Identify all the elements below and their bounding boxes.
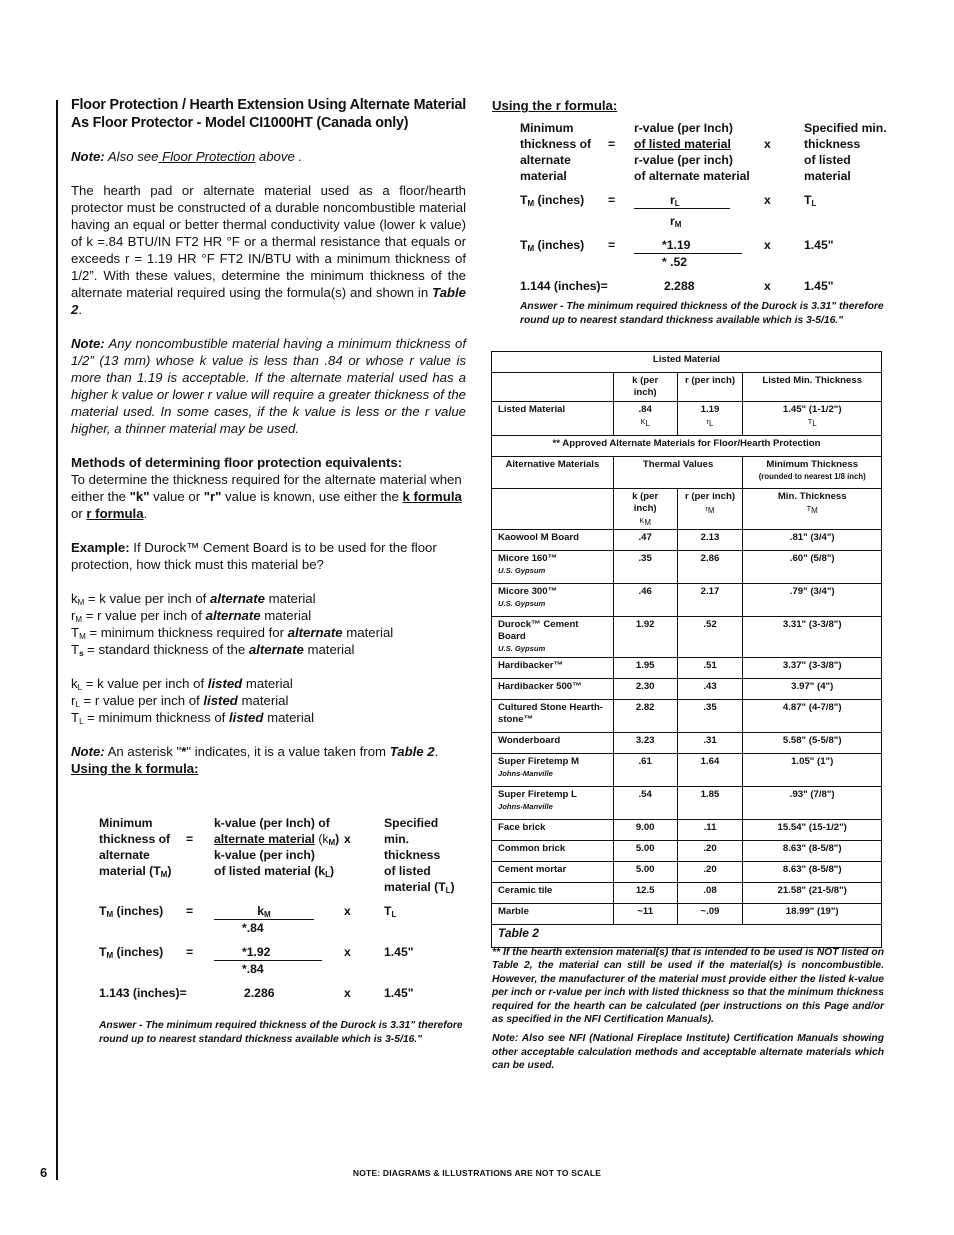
r-value: .52 bbox=[677, 617, 743, 658]
r-value: 2.17 bbox=[677, 584, 743, 617]
k-value: 5.00 bbox=[613, 841, 677, 862]
k-value: .47 bbox=[613, 530, 677, 551]
min-thickness: 5.58" (5-5/8") bbox=[743, 733, 882, 754]
min-thickness: 21.58" (21-5/8") bbox=[743, 883, 882, 904]
table-row bbox=[492, 787, 882, 820]
left-column bbox=[71, 96, 466, 1047]
k-row3-value: 2.286 bbox=[244, 986, 275, 1000]
r-value: 1.64 bbox=[677, 754, 743, 787]
material-name: Hardibacker™ bbox=[492, 658, 614, 679]
note-noncombustible: Note: Any noncombustible material having a minimum thickness of 1/2” (13 mm) whose k value is less than .84 or whose r value is more than 1.19 is acceptable. If the alternate material used has a higher k value or lower r value will require a greater thickness of the material used. In some cases, if the k value is less or the r value higher, a thinner material may be used. bbox=[71, 336, 466, 436]
material-name: Durock™ Cement Board U.S. Gypsum bbox=[492, 617, 614, 658]
r-value: 2.13 bbox=[677, 530, 743, 551]
k-value: 3.23 bbox=[613, 733, 677, 754]
min-thickness: 1.05" (1") bbox=[743, 754, 882, 787]
k-value: 12.5 bbox=[613, 883, 677, 904]
alternate-subheader-row: k (per inch) $K_M$ r (per inch) $r_M$ Min. Thickness $T_M$ bbox=[492, 489, 882, 530]
r-value: .11 bbox=[677, 820, 743, 841]
alternate-header-row: Alternative Materials Thermal Values Minimum Thickness (rounded to nearest 1/8 inch) bbox=[492, 457, 882, 489]
k-row3-lhs: 1.143 (inches)= bbox=[99, 986, 187, 1000]
k-row1-lhs: $T_M$ (inches) bbox=[99, 904, 164, 919]
table-row bbox=[492, 862, 882, 883]
listed-material-row: Listed Material .84 $K_L$ 1.19 $r_L$ 1.45" (1-1/2") $T_L$ bbox=[492, 402, 882, 436]
material-name: Face brick bbox=[492, 820, 614, 841]
r-value: .20 bbox=[677, 841, 743, 862]
table-row bbox=[492, 700, 882, 733]
r-row1-fraction: $\frac{r_L}{r_M}$ bbox=[634, 192, 764, 229]
r-row2-fraction: $\frac{*1.19}{* .52}$ bbox=[634, 237, 764, 270]
def-tl: $T_L$ = minimum thickness of listed material bbox=[71, 710, 315, 726]
r-formula-heading: Using the r formula: bbox=[492, 98, 618, 113]
table-row bbox=[492, 530, 882, 551]
variable-definitions bbox=[71, 590, 466, 726]
table-row bbox=[492, 617, 882, 658]
material-name: Wonderboard bbox=[492, 733, 614, 754]
table-row bbox=[492, 904, 882, 925]
floor-protection-link[interactable]: Floor Protection bbox=[158, 149, 256, 164]
min-thickness: .60" (5/8") bbox=[743, 551, 882, 584]
r-formula: Minimum thickness of alternate material = r-value (per Inch) of listed material r-value (per inch) of alternate material x Specified min. thickness of listed material $T_M$ (inches) = $\frac{r_L}{r_M}$ x $T_L$ $T_M$ (inches) = $\frac{*1.19}{* .52}$ x 1.45" 1.144 (inches)= 2.288 x 1.45" bbox=[520, 120, 884, 294]
r-value: .51 bbox=[677, 658, 743, 679]
def-tm: $T_M$ = minimum thickness required for alternate material bbox=[71, 625, 394, 641]
material-name: Micore 300™ U.S. Gypsum bbox=[492, 584, 614, 617]
min-thickness: .79" (3/4") bbox=[743, 584, 882, 617]
manufacturer: U.S. Gypsum bbox=[498, 566, 546, 575]
table-row bbox=[492, 883, 882, 904]
r-row3-lhs: 1.144 (inches)= bbox=[520, 279, 608, 293]
approved-alternates-title: ** Approved Alternate Materials for Floor/Hearth Protection bbox=[492, 436, 882, 457]
material-name: Common brick bbox=[492, 841, 614, 862]
k-row2-fraction: $\frac{*1.92}{*.84}$ bbox=[214, 944, 344, 977]
material-name: Kaowool M Board bbox=[492, 530, 614, 551]
footer-note: NOTE: DIAGRAMS & ILLUSTRATIONS ARE NOT TO SCALE bbox=[352, 1168, 602, 1178]
table-caption: Table 2 bbox=[492, 925, 882, 948]
k-formula-rhs-label: Specified min. thickness of listed material $(T_L)$ bbox=[384, 816, 455, 895]
k-formula-ratio-label: k-value (per Inch) of alternate material $(k_M)$ k-value (per inch) of listed material $(k_L)$ bbox=[214, 816, 340, 879]
r-row1-lhs: $T_M$ (inches) bbox=[520, 193, 585, 208]
page-margin-rule bbox=[56, 100, 58, 1180]
k-value: ~11 bbox=[613, 904, 677, 925]
def-kl: $k_L = k$ value per inch of listed material bbox=[71, 676, 293, 692]
k-formula-answer: Answer - The minimum required thickness of the Durock is 3.31" therefore round up to nearest standard thickness available which is 3-5/16." bbox=[99, 1020, 463, 1045]
k-formula-heading: Using the k formula: bbox=[71, 761, 199, 776]
k-value: 1.95 bbox=[613, 658, 677, 679]
table-row bbox=[492, 754, 882, 787]
table-row bbox=[492, 551, 882, 584]
k-value: .35 bbox=[613, 551, 677, 584]
table-notes bbox=[492, 946, 884, 1073]
example-paragraph: Example: If Durock™ Cement Board is to be used for the floor protection, how thick must this material be? bbox=[71, 540, 437, 572]
r-value: .43 bbox=[677, 679, 743, 700]
r-row2-lhs: $T_M$ (inches) bbox=[520, 238, 585, 253]
note-unlisted-materials: ** If the hearth extension material(s) that is intended to be used is NOT listed on Table 2, the material can still be used if the material(s) is noncombustible. However, the manufacturer of the material must provide either the listed k-value per inch or r-value per inch with listed thickness so that the minimum thickness required for the hearth can be calculated (per instructions on this Page and/or as specified in the NFI Certification Manuals). bbox=[492, 947, 884, 1026]
material-name: Super Firetemp L Johns-Manville bbox=[492, 787, 614, 820]
r-value: ~.09 bbox=[677, 904, 743, 925]
note-nfi-manuals: Note: Also see NFI (National Fireplace Institute) Certification Manuals showing other acceptable calculation methods and acceptable alternate materials which can be used. bbox=[492, 1033, 884, 1072]
page-number: 6 bbox=[40, 1165, 48, 1180]
manufacturer: U.S. Gypsum bbox=[498, 644, 546, 653]
min-thickness: 3.37" (3-3/8") bbox=[743, 658, 882, 679]
def-rl: $r_L = r$ value per inch of listed material bbox=[71, 693, 289, 709]
k-formula: Minimum thickness of alternate material $(T_M)$ = k-value (per Inch) of alternate material $(k_M)$ k-value (per inch) of listed material $(k_L)$ x Specified min. thickness of listed material $(T_L)$ $T_M$ (inches) = $\frac{k_M}{*.84}$ x $T_L$ $T_M$ (inches) = $\frac{*1.92}{*.84}$ x 1.45" 1.143 (inches)= 2.286 x 1.45" bbox=[99, 815, 466, 1001]
manufacturer: U.S. Gypsum bbox=[498, 599, 546, 608]
k-value: .61 bbox=[613, 754, 677, 787]
k-value: 2.82 bbox=[613, 700, 677, 733]
r-value: .35 bbox=[677, 700, 743, 733]
k-row1-fraction: $\frac{k_M}{*.84}$ bbox=[214, 903, 344, 936]
min-thickness: 3.31" (3-3/8") bbox=[743, 617, 882, 658]
min-thickness: 8.63" (8-5/8") bbox=[743, 841, 882, 862]
k-value: 2.30 bbox=[613, 679, 677, 700]
table-row bbox=[492, 679, 882, 700]
r-formula-answer: Answer - The minimum required thickness of the Durock is 3.31" therefore round up to nearest standard thickness available which is 3-5/16." bbox=[520, 301, 884, 326]
k-value: 9.00 bbox=[613, 820, 677, 841]
methods-paragraph: To determine the thickness required for the alternate material when either the "k" value or "r" value is known, use either the k formula or r formula. bbox=[71, 472, 462, 521]
k-formula-link[interactable]: k formula bbox=[402, 489, 462, 504]
methods-heading: Methods of determining floor protection equivalents: bbox=[71, 455, 403, 470]
table-row bbox=[492, 733, 882, 754]
r-value: .31 bbox=[677, 733, 743, 754]
listed-material-title: Listed Material bbox=[492, 352, 882, 373]
r-formula-lhs-label: Minimum thickness of alternate material bbox=[520, 121, 592, 183]
material-name: Ceramic tile bbox=[492, 883, 614, 904]
table-row bbox=[492, 841, 882, 862]
def-ts: $T_s$ = standard thickness of the alternate material bbox=[71, 642, 355, 658]
min-thickness: 4.87" (4-7/8") bbox=[743, 700, 882, 733]
manufacturer: Johns-Manville bbox=[498, 769, 553, 778]
material-name: Hardibacker 500™ bbox=[492, 679, 614, 700]
r-value: .08 bbox=[677, 883, 743, 904]
min-thickness: .93" (7/8") bbox=[743, 787, 882, 820]
def-rm: $r_M = r$ value per inch of alternate material bbox=[71, 608, 312, 624]
manufacturer: Johns-Manville bbox=[498, 802, 553, 811]
material-name: Cultured Stone Hearth-stone™ bbox=[492, 700, 614, 733]
table-row bbox=[492, 584, 882, 617]
k-value: .46 bbox=[613, 584, 677, 617]
k-value: .54 bbox=[613, 787, 677, 820]
min-thickness: 15.54" (15-1/2") bbox=[743, 820, 882, 841]
material-name: Micore 160™ U.S. Gypsum bbox=[492, 551, 614, 584]
r-formula-link[interactable]: r formula bbox=[86, 506, 144, 521]
r-value: 1.85 bbox=[677, 787, 743, 820]
min-thickness: .81" (3/4") bbox=[743, 530, 882, 551]
k-formula-lhs-label: Minimum thickness of alternate material $(T_M)$ bbox=[99, 816, 172, 879]
section-heading: Floor Protection / Hearth Extension Using Alternate Material As Floor Protector - Model CI1000HT (Canada only) bbox=[71, 97, 467, 131]
note-asterisk: Note: An asterisk "*" indicates, it is a value taken from Table 2. bbox=[71, 744, 439, 759]
min-thickness: 8.63" (8-5/8") bbox=[743, 862, 882, 883]
material-name: Cement mortar bbox=[492, 862, 614, 883]
r-value: 2.86 bbox=[677, 551, 743, 584]
hearth-pad-paragraph: The hearth pad or alternate material used as a floor/hearth protector must be constructed of a durable noncombustible material having an equal or better thermal conductivity value (lower k value) of k =.84 BTU/IN FT2 HR °F or a thermal resistance that equals or exceeds r = 1.19 HR °F FT2 IN/BTU with a minimum thickness of 1/2”. With these values, determine the minimum thickness of the alternate material required using the formula(s) and shown in Table 2. bbox=[71, 183, 466, 317]
table-row bbox=[492, 658, 882, 679]
r-formula-ratio-label: r-value (per Inch) of listed material r-value (per inch) of alternate material bbox=[634, 121, 750, 183]
k-value: 1.92 bbox=[613, 617, 677, 658]
material-rows bbox=[492, 530, 882, 925]
def-km: $k_M = k$ value per inch of alternate material bbox=[71, 591, 316, 607]
materials-table bbox=[491, 351, 882, 948]
k-value: 5.00 bbox=[613, 862, 677, 883]
r-formula-rhs-label: Specified min. thickness of listed material bbox=[804, 121, 887, 183]
min-thickness: 3.97" (4") bbox=[743, 679, 882, 700]
material-name: Super Firetemp M Johns-Manville bbox=[492, 754, 614, 787]
r-row3-value: 2.288 bbox=[664, 279, 695, 293]
min-thickness: 18.99" (19") bbox=[743, 904, 882, 925]
right-column bbox=[492, 98, 887, 328]
k-row2-lhs: $T_M$ (inches) bbox=[99, 945, 164, 960]
listed-header-row: k (per inch) r (per inch) Listed Min. Thickness bbox=[492, 373, 882, 402]
material-name: Marble bbox=[492, 904, 614, 925]
note-floor-protection: Note: Also see Floor Protection above . bbox=[71, 149, 303, 164]
table-row bbox=[492, 820, 882, 841]
r-value: .20 bbox=[677, 862, 743, 883]
